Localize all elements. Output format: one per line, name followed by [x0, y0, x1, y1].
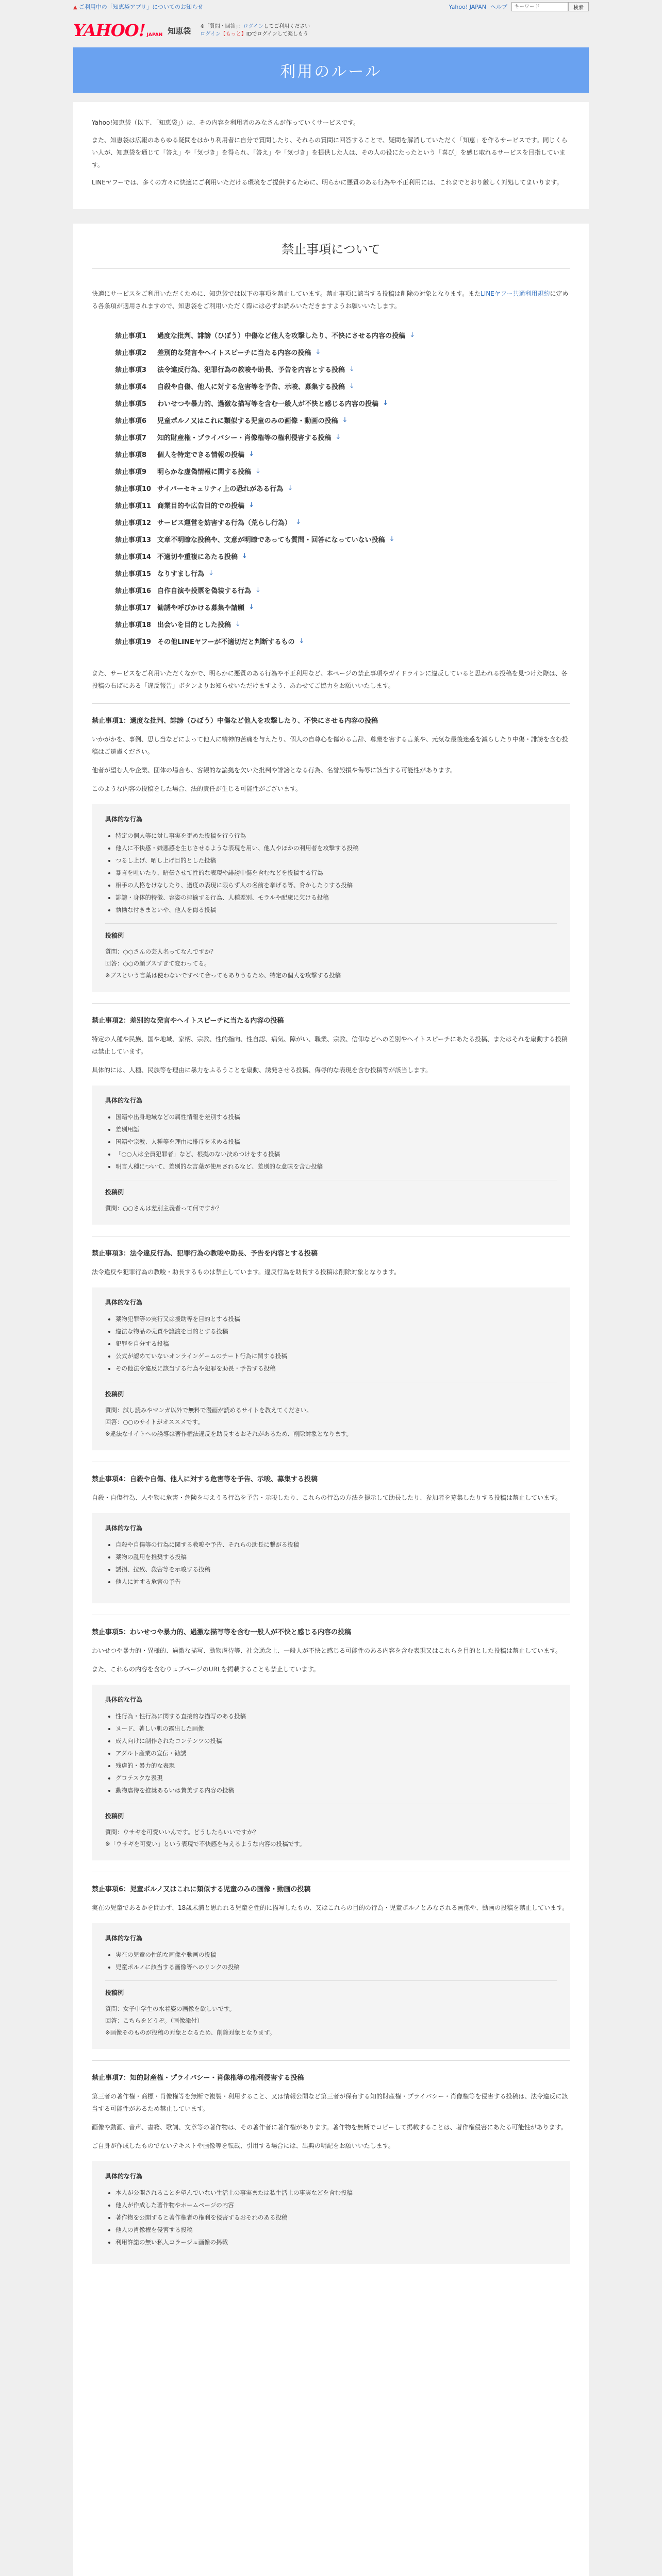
example-item: • 「○○人は全員犯罪者」など、根拠のない決めつけをする投稿	[115, 1148, 557, 1160]
rule-paragraph: 自殺・自傷行為、人や物に危害・危険を与えうる行為を予告・示唆したり、これらの行為の方法を提示して助長したり、参加者を募集したりする投稿は禁止しています。	[92, 1494, 562, 1501]
post-example-heading: 投稿例	[105, 1189, 124, 1196]
arrow-down-icon[interactable]: ↓	[249, 501, 254, 509]
examples-heading: 具体的な行為	[105, 1696, 143, 1703]
example-item: • 暴言を吐いたり、暗伝させて性的な表現や誹謗中傷を含むなどを投稿する行為	[115, 867, 557, 879]
toc-number: 禁止事項13	[115, 536, 152, 544]
page-banner	[73, 47, 589, 93]
toc-label: 差別的な発言やヘイトスピーチに当たる内容の投稿	[157, 349, 311, 357]
arrow-down-icon[interactable]: ↓	[255, 586, 261, 594]
example-item: • 薬物の乱用を推奨する投稿	[115, 1551, 557, 1563]
example-item: • 他人に対する危害の予告	[115, 1575, 557, 1588]
service-name[interactable]: 知恵袋	[168, 26, 191, 36]
example-item: • 他人の肖像権を侵害する投稿	[115, 2224, 557, 2236]
toc-item[interactable]	[115, 412, 570, 429]
rule-heading: 禁止事項1：過度な批判、誹謗（ひぼう）中傷など他人を攻撃したり、不快にさせる内容の投稿	[92, 717, 378, 725]
examples-list	[115, 1948, 557, 1973]
arrow-down-icon[interactable]: ↓	[389, 535, 395, 543]
examples-box	[92, 1287, 570, 1450]
post-example-line: 質問：女子中学生の水着姿の画像を欲しいです。	[105, 2005, 236, 2012]
example-item: • 差別用語	[115, 1123, 557, 1136]
notice-icon: ▲	[73, 5, 77, 10]
toc-item[interactable]	[115, 497, 570, 514]
example-item: • 成人向けに制作されたコンテンツの投稿	[115, 1735, 557, 1747]
toc-label: 過度な批判、誹謗（ひぼう）中傷など他人を攻撃したり、不快にさせる内容の投稿	[157, 332, 406, 340]
site-search	[511, 2, 589, 11]
lead-paragraph: 快適にサービスをご利用いただくために、知恵袋では以下の事項を禁止しています。禁止事項に該当する投稿は削除の対象となります。またLINEヤフー共通利用規約に定める各条項が適用されますので、知恵袋をご利用いただく際には必ずお読みいただきますようお願いいたします。	[92, 290, 569, 310]
rule-paragraph: 特定の人種や民族、国や地域、家柄、宗教、性的指向、性自認、病気、障がい、職業、宗教、信仰などへの差別やヘイトスピーチにあたる投稿、またはそれを扇動する投稿は禁止しています。	[92, 1036, 568, 1055]
examples-list	[115, 829, 557, 916]
toc-label: 明らかな虚偽情報に関する投稿	[157, 468, 252, 476]
arrow-down-icon[interactable]: ↓	[287, 484, 293, 492]
rule-heading: 禁止事項4：自殺や自傷、他人に対する危害等を予告、示唆、募集する投稿	[92, 1476, 318, 1483]
toc-number: 禁止事項2	[115, 349, 147, 357]
toc-number: 禁止事項8	[115, 451, 147, 459]
rule-paragraph: また、これらの内容を含むウェブページのURLを掲載することも禁止しています。	[92, 1666, 320, 1673]
arrow-down-icon[interactable]: ↓	[249, 603, 254, 611]
toc-label: 自作自演や投票を偽装する行為	[157, 587, 252, 595]
toc-item[interactable]	[115, 548, 570, 565]
examples-box	[92, 1685, 570, 1860]
notice-link[interactable]: ご利用中の「知恵袋アプリ」についてのお知らせ	[78, 4, 203, 10]
example-item: • つるし上げ、晒し上げ目的とした投稿	[115, 854, 557, 867]
examples-list	[115, 1111, 557, 1173]
toc-item[interactable]	[115, 463, 570, 480]
toc-label: 法令違反行為、犯罪行為の教唆や助長、予告を内容とする投稿	[157, 366, 345, 374]
example-item: • 公式が認めていないオンラインゲームのチート行為に関する投稿	[115, 1350, 557, 1362]
arrow-down-icon[interactable]: ↓	[235, 620, 241, 628]
toc-label: 知的財産権・プライバシー・肖像権等の権利侵害する投稿	[157, 434, 332, 442]
toc-number: 禁止事項19	[115, 638, 152, 646]
toc-item[interactable]	[115, 531, 570, 548]
example-item: • 自殺や自傷等の行為に関する教唆や予告、それらの助長に繋がる投稿	[115, 1538, 557, 1551]
example-item: • 特定の個人等に対し事実を歪めた投稿を行う行為	[115, 829, 557, 842]
help-link[interactable]: ヘルプ	[490, 4, 507, 10]
toc-number: 禁止事項1	[115, 332, 147, 340]
post-example	[105, 1980, 557, 2039]
example-item: • 犯罪を自分する投稿	[115, 1337, 557, 1350]
toc-label: 文章不明瞭な投稿や、文意が明瞭であっても質問・回答になっていない投稿	[157, 536, 385, 544]
example-item: • 本人が公開されることを望んでいない生活上の事実または私生活上の事実などを含む投稿	[115, 2187, 557, 2199]
post-example-heading: 投稿例	[105, 1391, 124, 1398]
post-example-line: 質問：○○さんの芸人名ってなんですか？	[105, 948, 217, 955]
search-button[interactable]: 検索	[568, 2, 589, 11]
login-link-secondary[interactable]: ログイン	[200, 31, 221, 37]
intro-card	[73, 102, 589, 209]
examples-box	[92, 804, 570, 992]
examples-heading: 具体的な行為	[105, 2173, 143, 2180]
toc-item[interactable]	[115, 582, 570, 599]
arrow-down-icon[interactable]: ↓	[342, 416, 348, 424]
example-item: • 利用許諾の無い私人コラージュ画像の掲載	[115, 2236, 557, 2248]
toc-number: 禁止事項4	[115, 383, 147, 391]
post-example-line: 質問：ウサギを可愛いいんです。どうしたらいいですか？	[105, 1828, 259, 1836]
rules-index	[115, 327, 570, 650]
arrow-down-icon[interactable]: ↓	[299, 637, 305, 645]
toc-item[interactable]	[115, 565, 570, 582]
post-example-line: ※違法なサイトへの誘導は著作権法違反を助長するおそれがあるため、削除対象となります。	[105, 1430, 352, 1437]
arrow-down-icon[interactable]: ↓	[242, 552, 247, 560]
toc-number: 禁止事項17	[115, 604, 152, 612]
post-example-line: ※画像そのものが投稿の対象となるため、削除対象となります。	[105, 2029, 276, 2036]
login-link[interactable]: ログイン	[243, 24, 264, 29]
app-notice[interactable]	[73, 3, 203, 11]
example-item: • 児童ポルノに該当する画像等へのリンクの投稿	[115, 1961, 557, 1973]
search-input[interactable]	[511, 2, 568, 11]
toc-number: 禁止事項18	[115, 621, 152, 629]
arrow-down-icon[interactable]: ↓	[409, 331, 415, 339]
yahoo-top-link[interactable]: Yahoo! JAPAN	[449, 3, 486, 10]
toc-item[interactable]	[115, 446, 570, 463]
toc-item[interactable]	[115, 361, 570, 378]
example-item: • アダルト産業の宣伝・勧誘	[115, 1747, 557, 1759]
arrow-down-icon[interactable]: ↓	[349, 382, 355, 390]
post-example-line: 回答：こちらをどうぞ。（画像添付）	[105, 2017, 203, 2024]
toc-item[interactable]	[115, 378, 570, 395]
post-example	[105, 923, 557, 981]
rule-heading: 禁止事項2：差別的な発言やヘイトスピーチに当たる内容の投稿	[92, 1017, 284, 1025]
post-example-heading: 投稿例	[105, 1812, 124, 1820]
example-item: • 国籍や宗教、人種等を理由に排斥を求める投稿	[115, 1136, 557, 1148]
rule-heading: 禁止事項5：わいせつや暴力的、過激な描写等を含む一般人が不快と感じる内容の投稿	[92, 1629, 352, 1636]
toc-number: 禁止事項5	[115, 400, 147, 408]
rule-heading: 禁止事項7：知的財産権・プライバシー・肖像権等の権利侵害する投稿	[92, 2074, 304, 2082]
example-item: • 薬物犯罪等の実行又は援助等を目的とする投稿	[115, 1313, 557, 1325]
terms-link[interactable]: LINEヤフー共通利用規約	[481, 290, 550, 297]
rule-section	[92, 2060, 570, 2264]
examples-heading: 具体的な行為	[105, 1097, 143, 1104]
intro-paragraph: また、知恵袋は広報のあらゆる疑問をはかり利用者に自分で質問したり、それらの質問に回答することで、疑問を解消していただく「知恵」を作るサービスです。同じくらい人が、知恵袋を通じて「答え」や「気づき」を得られ、「答え」や「気づき」を提供した人は、その人の役にたったという「喜び」を感じ取れるサービスを目指しています。	[92, 137, 568, 168]
rule-section	[92, 1236, 570, 1450]
yahoo-logo[interactable]: YAHOO! JAPAN	[73, 21, 163, 40]
rule-paragraph: 第三者の著作権・商標・肖像権等を無断で複製・利用すること、又は情報公開など第三者が保有する知的財産権・プライバシー・肖像権等を侵害する投稿は、法令違反に該当する可能性があるため禁止しています。	[92, 2093, 568, 2112]
toc-number: 禁止事項6	[115, 417, 147, 425]
example-item: • 相手の人格をけなしたり、過度の表現に限らず人の名前を挙げる等、脅かしたりする投稿	[115, 879, 557, 891]
rule-paragraph: 画像や動画、音声、書籍、歌詞、文章等の著作物は、その著作者に著作権があります。著作物を無断でコピーして掲載することは、著作権侵害にあたる可能性があります。	[92, 2124, 567, 2131]
examples-box	[92, 1513, 570, 1603]
post-example-line: ※「ウサギを可愛い」という表現で不快感を与えるような内容の投稿です。	[105, 1840, 306, 1848]
toc-item[interactable]	[115, 480, 570, 497]
example-item: • 実在の児童の性的な画像や動画の投稿	[115, 1948, 557, 1961]
rule-paragraph: いかがかを、事例、思し当などによって他人に精神的苦痛を与えたり、個人の自尊心を傷める言辞、尊厳を害する言葉や、元気な最後迷惑を減らしたり中傷・誹謗を含む投稿はご遠慮ください。	[92, 736, 568, 755]
post-example-line: ※ブスという言葉は使わないですべて合ってもありうるため、特定の個人を攻撃する投稿	[105, 972, 341, 979]
example-item: • 動物虐待を推奨あるいは賛美する内容の投稿	[115, 1784, 557, 1797]
examples-box	[92, 2161, 570, 2264]
example-item: • グロテスクな表現	[115, 1772, 557, 1784]
post-example-line: 回答：○○のサイトがオススメです。	[105, 1418, 204, 1426]
toc-label: 出会いを目的とした投稿	[157, 621, 231, 629]
example-item: • 執拗な付きまといや、他人を侮る投稿	[115, 904, 557, 916]
post-example	[105, 1180, 557, 1214]
example-item: • 違法な物品の売買や譲渡を目的とする投稿	[115, 1325, 557, 1337]
example-item: • 残虐的・暴力的な表現	[115, 1759, 557, 1772]
section-title: 禁止事項について	[92, 239, 570, 269]
toc-item[interactable]	[115, 395, 570, 412]
example-item: • 著作物を公開すると著作権者の権利を侵害するおそれのある投稿	[115, 2211, 557, 2224]
toc-number: 禁止事項9	[115, 468, 147, 476]
toc-label: 児童ポルノ又はこれに類似する児童のみの画像・動画の投稿	[157, 417, 338, 425]
post-example-line: 質問：○○さんは差別主義者って何ですか？	[105, 1205, 223, 1212]
toc-label: 不適切や重複にあたる投稿	[157, 553, 238, 561]
arrow-down-icon[interactable]: ↓	[383, 399, 388, 407]
rule-paragraph: 実在の児童であるかを問わず、18歳未満と思われる児童を性的に描写したもの、又はこれらの目的の行為・児童ポルノとみなされる画像や、動画の投稿を禁止しています。	[92, 1904, 569, 1911]
arrow-down-icon[interactable]: ↓	[255, 467, 261, 475]
examples-list	[115, 1313, 557, 1375]
examples-heading: 具体的な行為	[105, 1299, 143, 1306]
example-item: • 明言人種について、差別的な言葉が使用されるなど、差別的な意味を含む投稿	[115, 1160, 557, 1173]
prohibited-items-card	[73, 224, 589, 2576]
toc-label: 勧誘や呼びかける募集や請願	[157, 604, 245, 612]
toc-number: 禁止事項10	[115, 485, 152, 493]
post-example	[105, 1382, 557, 1440]
rule-paragraph: ご自身が作成したものでないテキストや画像等を転載、引用する場合には、出典の明記をお願いいたします。	[92, 2142, 394, 2149]
examples-heading: 具体的な行為	[105, 1935, 143, 1942]
toc-number: 禁止事項7	[115, 434, 147, 442]
example-item: • 誹謗・身体的特徴、容姿の揶揄する行為、人種差別、モラルや配慮に欠ける投稿	[115, 891, 557, 904]
arrow-down-icon[interactable]: ↓	[295, 518, 301, 526]
rule-section	[92, 1615, 570, 1860]
example-item: • 国籍や出身地域などの属性情報を差別する投稿	[115, 1111, 557, 1123]
post-example-heading: 投稿例	[105, 1989, 124, 1996]
toc-label: 個人を特定できる情報の投稿	[157, 451, 245, 459]
toc-number: 禁止事項11	[115, 502, 152, 510]
examples-list	[115, 1710, 557, 1797]
toc-number: 禁止事項15	[115, 570, 152, 578]
examples-box	[92, 1086, 570, 1225]
toc-item[interactable]	[115, 616, 570, 633]
examples-list	[115, 1538, 557, 1588]
example-item: • 性行為・性行為に関する直接的な描写のある投稿	[115, 1710, 557, 1722]
page-title: 利用のルール	[280, 63, 382, 81]
toc-number: 禁止事項3	[115, 366, 147, 374]
intro-paragraph: LINEヤフーでは、多くの方々に快適にご利用いただける環境をご提供するために、明らかに悪質のある行為や不正利用には、これまでとおり厳しく対処してまいります。	[92, 179, 563, 186]
examples-box	[92, 1923, 570, 2049]
rule-paragraph: 他者が望む人や企業、団体の場合も、客観的な論拠を欠いた批判や誹謗となる行為、名誉毀損や侮辱に該当する可能性があります。	[92, 767, 457, 774]
toc-label: 自殺や自傷、他人に対する危害等を予告、示唆、募集する投稿	[157, 383, 345, 391]
rule-paragraph: 具体的には、人種、民族等を理由に暴力をふるうことを扇動、誘発させる投稿、侮辱的な表現を含む投稿等が該当します。	[92, 1066, 432, 1074]
examples-heading: 具体的な行為	[105, 1524, 143, 1532]
post-example	[105, 1804, 557, 1850]
site-header	[73, 13, 589, 47]
toc-item[interactable]	[115, 344, 570, 361]
toc-number: 禁止事項14	[115, 553, 152, 561]
example-item: • 他人に不快感・嫌悪感を生じさせるような表現を用い、他人やほかの利用者を攻撃する投稿	[115, 842, 557, 854]
rule-paragraph: わいせつや暴力的・異様的、過激な描写、動物虐待等、社会通念上、一般人が不快と感じる可能性のある内容を含む表現又はこれらを目的とした投稿は禁止しています。	[92, 1647, 562, 1654]
arrow-down-icon[interactable]: ↓	[208, 569, 214, 577]
rule-heading: 禁止事項6：児童ポルノ又はこれに類似する児童のみの画像・動画の投稿	[92, 1886, 311, 1893]
examples-list	[115, 2187, 557, 2248]
post-example-line: 回答：○○の顔ブスすぎて変わってる。	[105, 960, 210, 967]
arrow-down-icon[interactable]: ↓	[315, 348, 321, 356]
toc-label: 商業目的や広告目的での投稿	[157, 502, 245, 510]
arrow-down-icon[interactable]: ↓	[249, 450, 254, 458]
rule-section	[92, 1462, 570, 1603]
examples-heading: 具体的な行為	[105, 816, 143, 823]
rule-section	[92, 1003, 570, 1225]
example-item: • 誘拐、拉致、殺害等を示唆する投稿	[115, 1563, 557, 1575]
intro-paragraph: Yahoo!知恵袋（以下、「知恵袋」）は、その内容を利用者のみなさんが作っていくサービスです。	[92, 119, 360, 126]
rule-section	[92, 703, 570, 992]
toc-number: 禁止事項16	[115, 587, 152, 595]
toc-label: その他LINEヤフーが不適切だと判断するもの	[157, 638, 295, 646]
toc-item[interactable]	[115, 599, 570, 616]
toc-item[interactable]	[115, 633, 570, 650]
toc-label: なりすまし行為	[157, 570, 205, 578]
post-example-line: 質問：試し読みやマンガ以外で無料で漫画が読めるサイトを教えてください。	[105, 1406, 312, 1414]
toc-label: サービス運営を妨害する行為（荒らし行為）	[157, 519, 292, 527]
post-example-heading: 投稿例	[105, 932, 124, 939]
utility-bar	[73, 0, 589, 13]
arrow-down-icon[interactable]: ↓	[349, 365, 355, 373]
login-prompt: ※「質問・回答」：ログインしてご利用ください ログイン【もっと】IDでログインして楽しもう	[200, 24, 310, 37]
rule-section	[92, 1872, 570, 2049]
rule-paragraph: 法令違反や犯罪行為の教唆・助長するものは禁止しています。違反行為を助長する投稿は削除対象となります。	[92, 1268, 401, 1276]
example-item: • 他人が作成した著作物やホームページの内容	[115, 2199, 557, 2211]
toc-number: 禁止事項12	[115, 519, 152, 527]
toc-label: わいせつや暴力的、過激な描写等を含む一般人が不快と感じる内容の投稿	[157, 400, 379, 408]
example-item: • ヌード、著しい肌の露出した画像	[115, 1722, 557, 1735]
toc-item[interactable]	[115, 429, 570, 446]
rule-heading: 禁止事項3：法令違反行為、犯罪行為の教唆や助長、予告を内容とする投稿	[92, 1250, 318, 1258]
example-item: • その他法令違反に該当する行為や犯罪を助長・予告する投稿	[115, 1362, 557, 1375]
rule-sections	[92, 703, 570, 2264]
toc-item[interactable]	[115, 327, 570, 344]
rule-paragraph: このような内容の投稿をした場合、法的責任が生じる可能性がございます。	[92, 785, 302, 792]
arrow-down-icon[interactable]: ↓	[335, 433, 341, 441]
report-note: また、サービスをご利用いただくなかで、明らかに悪質のある行為や不正利用など、本ページの禁止事項やガイドラインに違反していると思われる投稿を見つけた際は、各投稿の右ばにある「違反報告」ボタンよりお知らせいただけますよう、あわせてご協力をお願いいたします。	[92, 670, 568, 689]
toc-item[interactable]	[115, 514, 570, 531]
toc-label: サイバーセキュリティ上の恐れがある行為	[157, 485, 284, 493]
